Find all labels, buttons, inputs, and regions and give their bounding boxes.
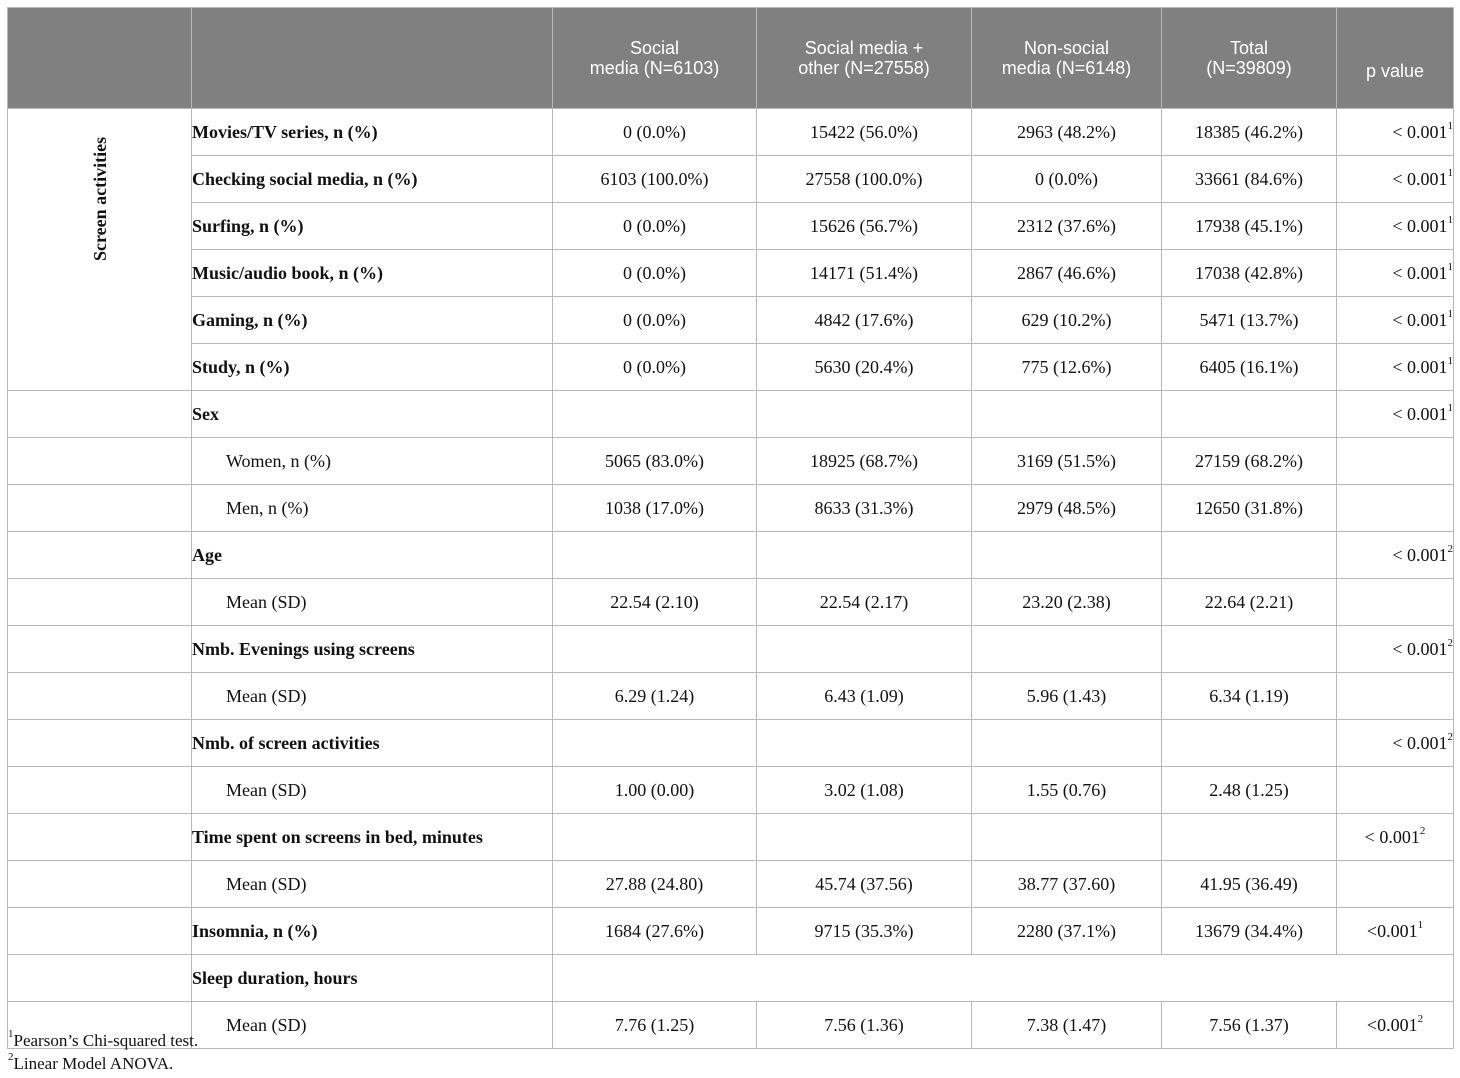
table-row bbox=[8, 908, 1454, 955]
row-label: Gaming, n (%) bbox=[192, 297, 553, 344]
value-cell bbox=[757, 626, 972, 673]
p-value-footnote-marker: 2 bbox=[1447, 637, 1453, 649]
p-value-cell bbox=[1337, 250, 1454, 297]
row-label: Time spent on screens in bed, minutes bbox=[192, 814, 553, 861]
value-cell: 7.76 (1.25) bbox=[553, 1002, 757, 1049]
empty-group-cell bbox=[8, 720, 192, 767]
table-row bbox=[8, 109, 1454, 156]
p-value-text: < 0.001 bbox=[1392, 263, 1448, 283]
empty-group-cell bbox=[8, 814, 192, 861]
value-cell bbox=[972, 532, 1162, 579]
p-value-text: < 0.001 bbox=[1392, 545, 1448, 565]
value-cell: 1.00 (0.00) bbox=[553, 767, 757, 814]
row-label: Mean (SD) bbox=[192, 673, 553, 720]
group-cell bbox=[8, 109, 192, 391]
value-cell: 5.96 (1.43) bbox=[972, 673, 1162, 720]
value-cell: 22.54 (2.17) bbox=[757, 579, 972, 626]
header-social-media-other-line1: Social media + bbox=[804, 38, 924, 58]
table-row bbox=[8, 861, 1454, 908]
header-row bbox=[8, 8, 1454, 109]
value-cell: 15422 (56.0%) bbox=[757, 109, 972, 156]
value-cell bbox=[757, 720, 972, 767]
p-value-footnote-marker: 1 bbox=[1447, 214, 1453, 226]
results-table bbox=[7, 7, 1454, 1049]
value-cell: 6103 (100.0%) bbox=[553, 156, 757, 203]
value-cell bbox=[757, 814, 972, 861]
value-cell: 0 (0.0%) bbox=[553, 344, 757, 391]
header-social-media-other bbox=[757, 8, 972, 109]
value-cell: 45.74 (37.56) bbox=[757, 861, 972, 908]
header-social-media-line1: Social bbox=[629, 38, 680, 58]
table-row bbox=[8, 391, 1454, 438]
p-value-cell bbox=[1337, 485, 1454, 532]
row-label: Nmb. of screen activities bbox=[192, 720, 553, 767]
p-value-text: < 0.001 bbox=[1392, 733, 1448, 753]
p-value-footnote-marker: 1 bbox=[1447, 167, 1453, 179]
value-cell: 17038 (42.8%) bbox=[1162, 250, 1337, 297]
value-cell: 775 (12.6%) bbox=[972, 344, 1162, 391]
value-cell: 7.56 (1.36) bbox=[757, 1002, 972, 1049]
table-row bbox=[8, 485, 1454, 532]
empty-group-cell bbox=[8, 955, 192, 1002]
p-value-cell bbox=[1337, 1002, 1454, 1049]
row-label: Nmb. Evenings using screens bbox=[192, 626, 553, 673]
table-row bbox=[8, 626, 1454, 673]
value-cell: 2963 (48.2%) bbox=[972, 109, 1162, 156]
value-cell: 3.02 (1.08) bbox=[757, 767, 972, 814]
row-label: Women, n (%) bbox=[192, 438, 553, 485]
value-cell: 7.56 (1.37) bbox=[1162, 1002, 1337, 1049]
header-social-media bbox=[553, 8, 757, 109]
row-label: Men, n (%) bbox=[192, 485, 553, 532]
value-cell bbox=[553, 720, 757, 767]
row-label: Sex bbox=[192, 391, 553, 438]
value-cell bbox=[1162, 814, 1337, 861]
value-cell: 6405 (16.1%) bbox=[1162, 344, 1337, 391]
header-non-social-line1: Non-social bbox=[1023, 38, 1110, 58]
value-cell bbox=[757, 391, 972, 438]
value-cell bbox=[553, 814, 757, 861]
footnote-1-marker: 1 bbox=[8, 1028, 14, 1041]
p-value-cell bbox=[1337, 532, 1454, 579]
p-value-footnote-marker: 2 bbox=[1417, 1013, 1424, 1025]
value-cell bbox=[972, 720, 1162, 767]
row-label: Study, n (%) bbox=[192, 344, 553, 391]
table-row bbox=[8, 720, 1454, 767]
row-label: Surfing, n (%) bbox=[192, 203, 553, 250]
p-value-text: < 0.001 bbox=[1392, 404, 1448, 424]
p-value-cell bbox=[1337, 767, 1454, 814]
value-cell bbox=[553, 391, 757, 438]
value-cell: 0 (0.0%) bbox=[972, 156, 1162, 203]
header-social-media-other-line2: other (N=27558) bbox=[798, 58, 930, 78]
empty-group-cell bbox=[8, 485, 192, 532]
value-cell: 4842 (17.6%) bbox=[757, 297, 972, 344]
value-cell: 0 (0.0%) bbox=[553, 109, 757, 156]
value-cell: 9715 (35.3%) bbox=[757, 908, 972, 955]
empty-group-cell bbox=[8, 438, 192, 485]
empty-group-cell bbox=[8, 908, 192, 955]
p-value-cell bbox=[1337, 156, 1454, 203]
footnote-1 bbox=[8, 1029, 198, 1052]
p-value-text: < 0.001 bbox=[1392, 639, 1448, 659]
value-cell: 22.54 (2.10) bbox=[553, 579, 757, 626]
p-value-cell bbox=[1337, 626, 1454, 673]
p-value-cell bbox=[1337, 344, 1454, 391]
row-label: Sleep duration, hours bbox=[192, 955, 553, 1002]
value-cell: 18385 (46.2%) bbox=[1162, 109, 1337, 156]
footnote-2-text: Linear Model ANOVA. bbox=[13, 1054, 174, 1073]
row-label: Mean (SD) bbox=[192, 767, 553, 814]
value-cell: 23.20 (2.38) bbox=[972, 579, 1162, 626]
p-value-footnote-marker: 1 bbox=[1447, 308, 1453, 320]
row-label: Movies/TV series, n (%) bbox=[192, 109, 553, 156]
value-cell: 0 (0.0%) bbox=[553, 203, 757, 250]
p-value-cell bbox=[1337, 861, 1454, 908]
footnotes bbox=[8, 1029, 198, 1075]
p-value-cell bbox=[1337, 438, 1454, 485]
p-value-footnote-marker: 1 bbox=[1447, 355, 1453, 367]
footnote-2-marker: 2 bbox=[8, 1051, 14, 1064]
table-row bbox=[8, 579, 1454, 626]
value-cell: 5471 (13.7%) bbox=[1162, 297, 1337, 344]
value-cell: 629 (10.2%) bbox=[972, 297, 1162, 344]
row-label: Age bbox=[192, 532, 553, 579]
table-row bbox=[8, 767, 1454, 814]
header-empty-2 bbox=[192, 8, 553, 109]
value-cell bbox=[757, 532, 972, 579]
p-value-cell bbox=[1337, 814, 1454, 861]
header-empty-1 bbox=[8, 8, 192, 109]
p-value-text: <0.001 bbox=[1366, 1015, 1418, 1035]
header-total-line1: Total bbox=[1229, 38, 1269, 58]
value-cell: 3169 (51.5%) bbox=[972, 438, 1162, 485]
value-cell: 12650 (31.8%) bbox=[1162, 485, 1337, 532]
value-cell bbox=[1162, 391, 1337, 438]
row-label: Checking social media, n (%) bbox=[192, 156, 553, 203]
p-value-text: <0.001 bbox=[1366, 921, 1418, 941]
table-row bbox=[8, 1002, 1454, 1049]
value-cell bbox=[972, 626, 1162, 673]
header-total bbox=[1162, 8, 1337, 109]
table-row bbox=[8, 814, 1454, 861]
value-cell bbox=[972, 814, 1162, 861]
footnote-2 bbox=[8, 1052, 198, 1075]
p-value-footnote-marker: 1 bbox=[1447, 261, 1453, 273]
p-value-footnote-marker: 1 bbox=[1417, 919, 1424, 931]
value-cell: 27.88 (24.80) bbox=[553, 861, 757, 908]
value-cell: 5630 (20.4%) bbox=[757, 344, 972, 391]
value-cell: 7.38 (1.47) bbox=[972, 1002, 1162, 1049]
p-value-text: < 0.001 bbox=[1392, 122, 1448, 142]
value-cell: 14171 (51.4%) bbox=[757, 250, 972, 297]
p-value-cell bbox=[1337, 109, 1454, 156]
value-cell bbox=[1162, 626, 1337, 673]
value-cell: 0 (0.0%) bbox=[553, 250, 757, 297]
header-social-media-line2: media (N=6103) bbox=[589, 58, 720, 78]
p-value-footnote-marker: 1 bbox=[1447, 120, 1453, 132]
p-value-cell bbox=[1337, 720, 1454, 767]
p-value-cell bbox=[1337, 203, 1454, 250]
row-label: Insomnia, n (%) bbox=[192, 908, 553, 955]
value-cell: 33661 (84.6%) bbox=[1162, 156, 1337, 203]
value-cell: 38.77 (37.60) bbox=[972, 861, 1162, 908]
value-cell: 15626 (56.7%) bbox=[757, 203, 972, 250]
value-cell: 2312 (37.6%) bbox=[972, 203, 1162, 250]
empty-group-cell bbox=[8, 673, 192, 720]
empty-span-cell bbox=[553, 955, 1454, 1002]
group-label: Screen activities bbox=[90, 136, 110, 262]
empty-group-cell bbox=[8, 861, 192, 908]
value-cell bbox=[553, 532, 757, 579]
value-cell: 27159 (68.2%) bbox=[1162, 438, 1337, 485]
row-label: Mean (SD) bbox=[192, 1002, 553, 1049]
p-value-text: < 0.001 bbox=[1392, 310, 1448, 330]
table-row bbox=[8, 250, 1454, 297]
p-value-text: < 0.001 bbox=[1392, 216, 1448, 236]
empty-group-cell bbox=[8, 391, 192, 438]
empty-group-cell bbox=[8, 626, 192, 673]
table-row bbox=[8, 297, 1454, 344]
value-cell: 41.95 (36.49) bbox=[1162, 861, 1337, 908]
value-cell: 2979 (48.5%) bbox=[972, 485, 1162, 532]
value-cell: 6.34 (1.19) bbox=[1162, 673, 1337, 720]
p-value-cell bbox=[1337, 908, 1454, 955]
p-value-text: < 0.001 bbox=[1392, 169, 1448, 189]
p-value-footnote-marker: 2 bbox=[1447, 543, 1453, 555]
value-cell bbox=[1162, 532, 1337, 579]
table-row bbox=[8, 344, 1454, 391]
value-cell: 2867 (46.6%) bbox=[972, 250, 1162, 297]
value-cell: 1038 (17.0%) bbox=[553, 485, 757, 532]
value-cell: 27558 (100.0%) bbox=[757, 156, 972, 203]
header-non-social-media bbox=[972, 8, 1162, 109]
table-row bbox=[8, 156, 1454, 203]
value-cell: 17938 (45.1%) bbox=[1162, 203, 1337, 250]
value-cell: 13679 (34.4%) bbox=[1162, 908, 1337, 955]
row-label: Mean (SD) bbox=[192, 861, 553, 908]
value-cell: 8633 (31.3%) bbox=[757, 485, 972, 532]
value-cell bbox=[972, 391, 1162, 438]
value-cell: 1.55 (0.76) bbox=[972, 767, 1162, 814]
p-value-footnote-marker: 2 bbox=[1419, 825, 1426, 837]
value-cell: 18925 (68.7%) bbox=[757, 438, 972, 485]
value-cell bbox=[553, 626, 757, 673]
table-row bbox=[8, 203, 1454, 250]
header-p-value: p value bbox=[1337, 8, 1454, 109]
table-row bbox=[8, 955, 1454, 1002]
value-cell bbox=[1162, 720, 1337, 767]
value-cell: 2.48 (1.25) bbox=[1162, 767, 1337, 814]
header-total-line2: (N=39809) bbox=[1206, 58, 1292, 78]
row-label: Mean (SD) bbox=[192, 579, 553, 626]
value-cell: 5065 (83.0%) bbox=[553, 438, 757, 485]
p-value-footnote-marker: 2 bbox=[1447, 731, 1453, 743]
p-value-text: < 0.001 bbox=[1364, 827, 1420, 847]
value-cell: 0 (0.0%) bbox=[553, 297, 757, 344]
p-value-cell bbox=[1337, 673, 1454, 720]
row-label: Music/audio book, n (%) bbox=[192, 250, 553, 297]
empty-group-cell bbox=[8, 532, 192, 579]
table-row bbox=[8, 438, 1454, 485]
value-cell: 1684 (27.6%) bbox=[553, 908, 757, 955]
value-cell: 6.29 (1.24) bbox=[553, 673, 757, 720]
empty-group-cell bbox=[8, 767, 192, 814]
header-non-social-line2: media (N=6148) bbox=[1001, 58, 1132, 78]
table-row bbox=[8, 673, 1454, 720]
value-cell: 2280 (37.1%) bbox=[972, 908, 1162, 955]
p-value-footnote-marker: 1 bbox=[1447, 402, 1453, 414]
p-value-cell bbox=[1337, 391, 1454, 438]
p-value-cell bbox=[1337, 297, 1454, 344]
table-row bbox=[8, 532, 1454, 579]
p-value-text: < 0.001 bbox=[1392, 357, 1448, 377]
value-cell: 6.43 (1.09) bbox=[757, 673, 972, 720]
footnote-1-text: Pearson’s Chi-squared test. bbox=[13, 1031, 199, 1050]
p-value-cell bbox=[1337, 579, 1454, 626]
value-cell: 22.64 (2.21) bbox=[1162, 579, 1337, 626]
empty-group-cell bbox=[8, 579, 192, 626]
